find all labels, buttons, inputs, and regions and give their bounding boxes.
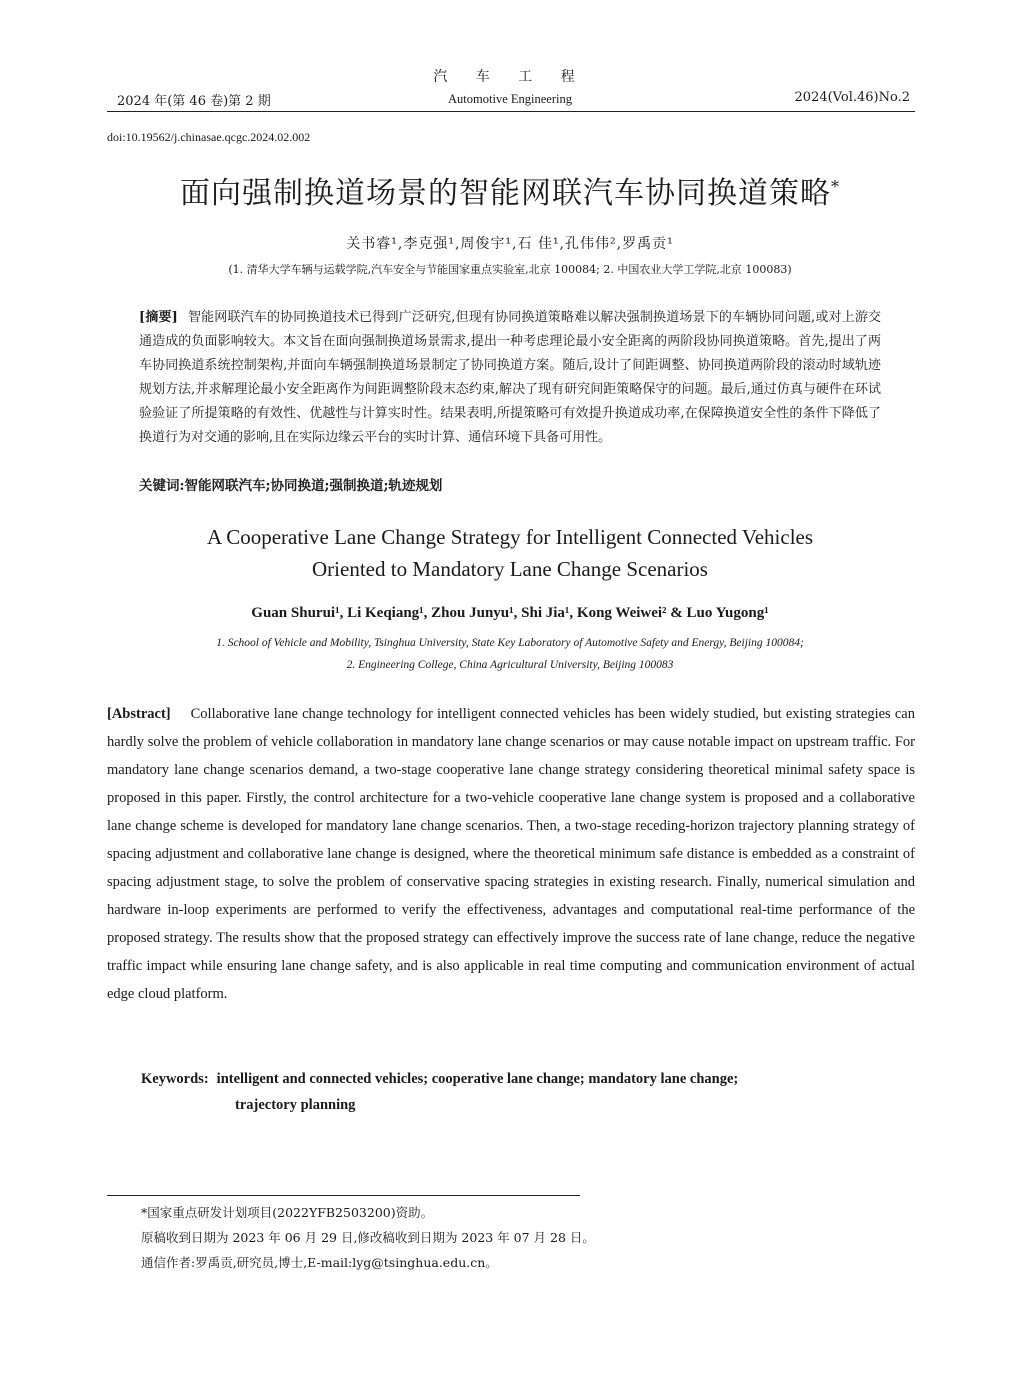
doi[interactable]: doi:10.19562/j.chinasae.qcgc.2024.02.002 bbox=[107, 130, 311, 144]
keywords-en-line2: trajectory planning bbox=[235, 1097, 356, 1113]
abstract-en bbox=[107, 700, 915, 1008]
title-en-line1: A Cooperative Lane Change Strategy for Intelligent Connected Vehicles bbox=[206, 525, 814, 549]
abstract-cn-text: 智能网联汽车的协同换道技术已得到广泛研究,但现有协同换道策略难以解决强制换道场景下的车辆协同问题,或对上游交通造成的负面影响较大。本文旨在面向强制换道场景需求,提出一种考虑理论最小安全距离的两阶段协同换道策略。首先,提出了两车协同换道系统控制架构,并面向车辆强制换道场景制定了协同换道方案。随后,设计了间距调整、协同换道两阶段的滚动时域轨迹规划方法,并求解理论最小安全距离作为间距调整阶段末态约束,解决了现有研究间距策略保守的问题。最后,通过仿真与硬件在环试验验证了所提策略的有效性、优越性与计算实时性。结果表明,所提策略可有效提升换道成功率,在保障换道安全性的条件下降低了换道行为对交通的影响,且在实际边缘云平台的实时计算、通信环境下具备可用性。 bbox=[139, 310, 882, 445]
footnotes bbox=[141, 1200, 901, 1275]
header-divider bbox=[107, 111, 915, 112]
footnote-divider bbox=[107, 1195, 580, 1196]
issue-info-en: 2024(Vol.46)No.2 bbox=[794, 90, 910, 105]
keywords-en-line1: intelligent and connected vehicles; cooperative lane change; mandatory lane change; bbox=[216, 1071, 739, 1087]
affiliation-en bbox=[0, 632, 1020, 676]
authors-en: Guan Shurui¹, Li Keqiang¹, Zhou Junyu¹, Shi Jia¹, Kong Weiwei² & Luo Yugong¹ bbox=[251, 605, 769, 621]
title-cn-text: 面向强制换道场景的智能网联汽车协同换道策略 bbox=[180, 176, 831, 211]
footnote-funding: *国家重点研发计划项目(2022YFB2503200)资助。 bbox=[141, 1205, 434, 1220]
abstract-en-label: [Abstract] bbox=[107, 706, 171, 722]
keywords-cn: 关键词:智能网联汽车;协同换道;强制换道;轨迹规划 bbox=[139, 478, 443, 494]
abstract-cn bbox=[139, 306, 881, 450]
title-footnote-mark: * bbox=[831, 177, 840, 196]
affiliation-en-line1: 1. School of Vehicle and Mobility, Tsinghua University, State Key Laboratory of Automotive Safety and Energy, Beijing 100084; bbox=[216, 637, 804, 649]
issue-info-cn: 2024 年(第 46 卷)第 2 期 bbox=[117, 94, 271, 109]
title-cn bbox=[0, 168, 1020, 212]
footnote-correspondence: 通信作者:罗禹贡,研究员,博士,E-mail:lyg@tsinghua.edu.cn。 bbox=[141, 1255, 498, 1270]
keywords-en-label: Keywords: bbox=[141, 1071, 209, 1087]
keywords-en bbox=[141, 1066, 915, 1118]
authors-cn: 关书睿¹,李克强¹,周俊宇¹,石 佳¹,孔伟伟²,罗禹贡¹ bbox=[346, 236, 674, 252]
affiliation-en-line2: 2. Engineering College, China Agricultural University, Beijing 100083 bbox=[346, 659, 674, 671]
title-en-line2: Oriented to Mandatory Lane Change Scenarios bbox=[312, 557, 708, 581]
footnote-received: 原稿收到日期为 2023 年 06 月 29 日,修改稿收到日期为 2023 年 07 月 28 日。 bbox=[141, 1230, 595, 1245]
affiliation-cn: (1. 清华大学车辆与运载学院,汽车安全与节能国家重点实验室,北京 100084; 2. 中国农业大学工学院,北京 100083) bbox=[228, 263, 792, 276]
title-en bbox=[0, 521, 1020, 585]
abstract-en-text: Collaborative lane change technology for intelligent connected vehicles has been widely studied, but existing strategies can hardly solve the problem of vehicle collaboration in mandatory lane change scenarios or may cause notable impact on upstream traffic. For mandatory lane change scenarios demand, a two-stage cooperative lane change strategy considering theoretical minimal safety space is proposed in this paper. Firstly, the control architecture for a two-vehicle cooperative lane change system is proposed and a collaborative lane change scheme is developed for mandatory lane change scenarios. Then, a two-stage receding-horizon trajectory planning strategy of spacing adjustment and collaborative lane change is designed, where the theoretical minimum safe distance is embedded as a constraint of spacing adjustment stage, to solve the problem of conservative spacing strategies in existing research. Finally, numerical simulation and hardware in-loop experiments are performed to verify the effectiveness, advantages and computational real-time performance of the proposed strategy. The results show that the proposed strategy can effectively improve the success rate of lane change, reduce the negative traffic impact while ensuring lane change safety, and is also applicable in real time computing and communication environment of actual edge cloud platform. bbox=[107, 706, 915, 1002]
journal-name-en: Automotive Engineering bbox=[448, 92, 572, 106]
abstract-cn-label: [摘要] bbox=[139, 310, 178, 325]
journal-name-cn: 汽 车 工 程 bbox=[433, 69, 587, 85]
